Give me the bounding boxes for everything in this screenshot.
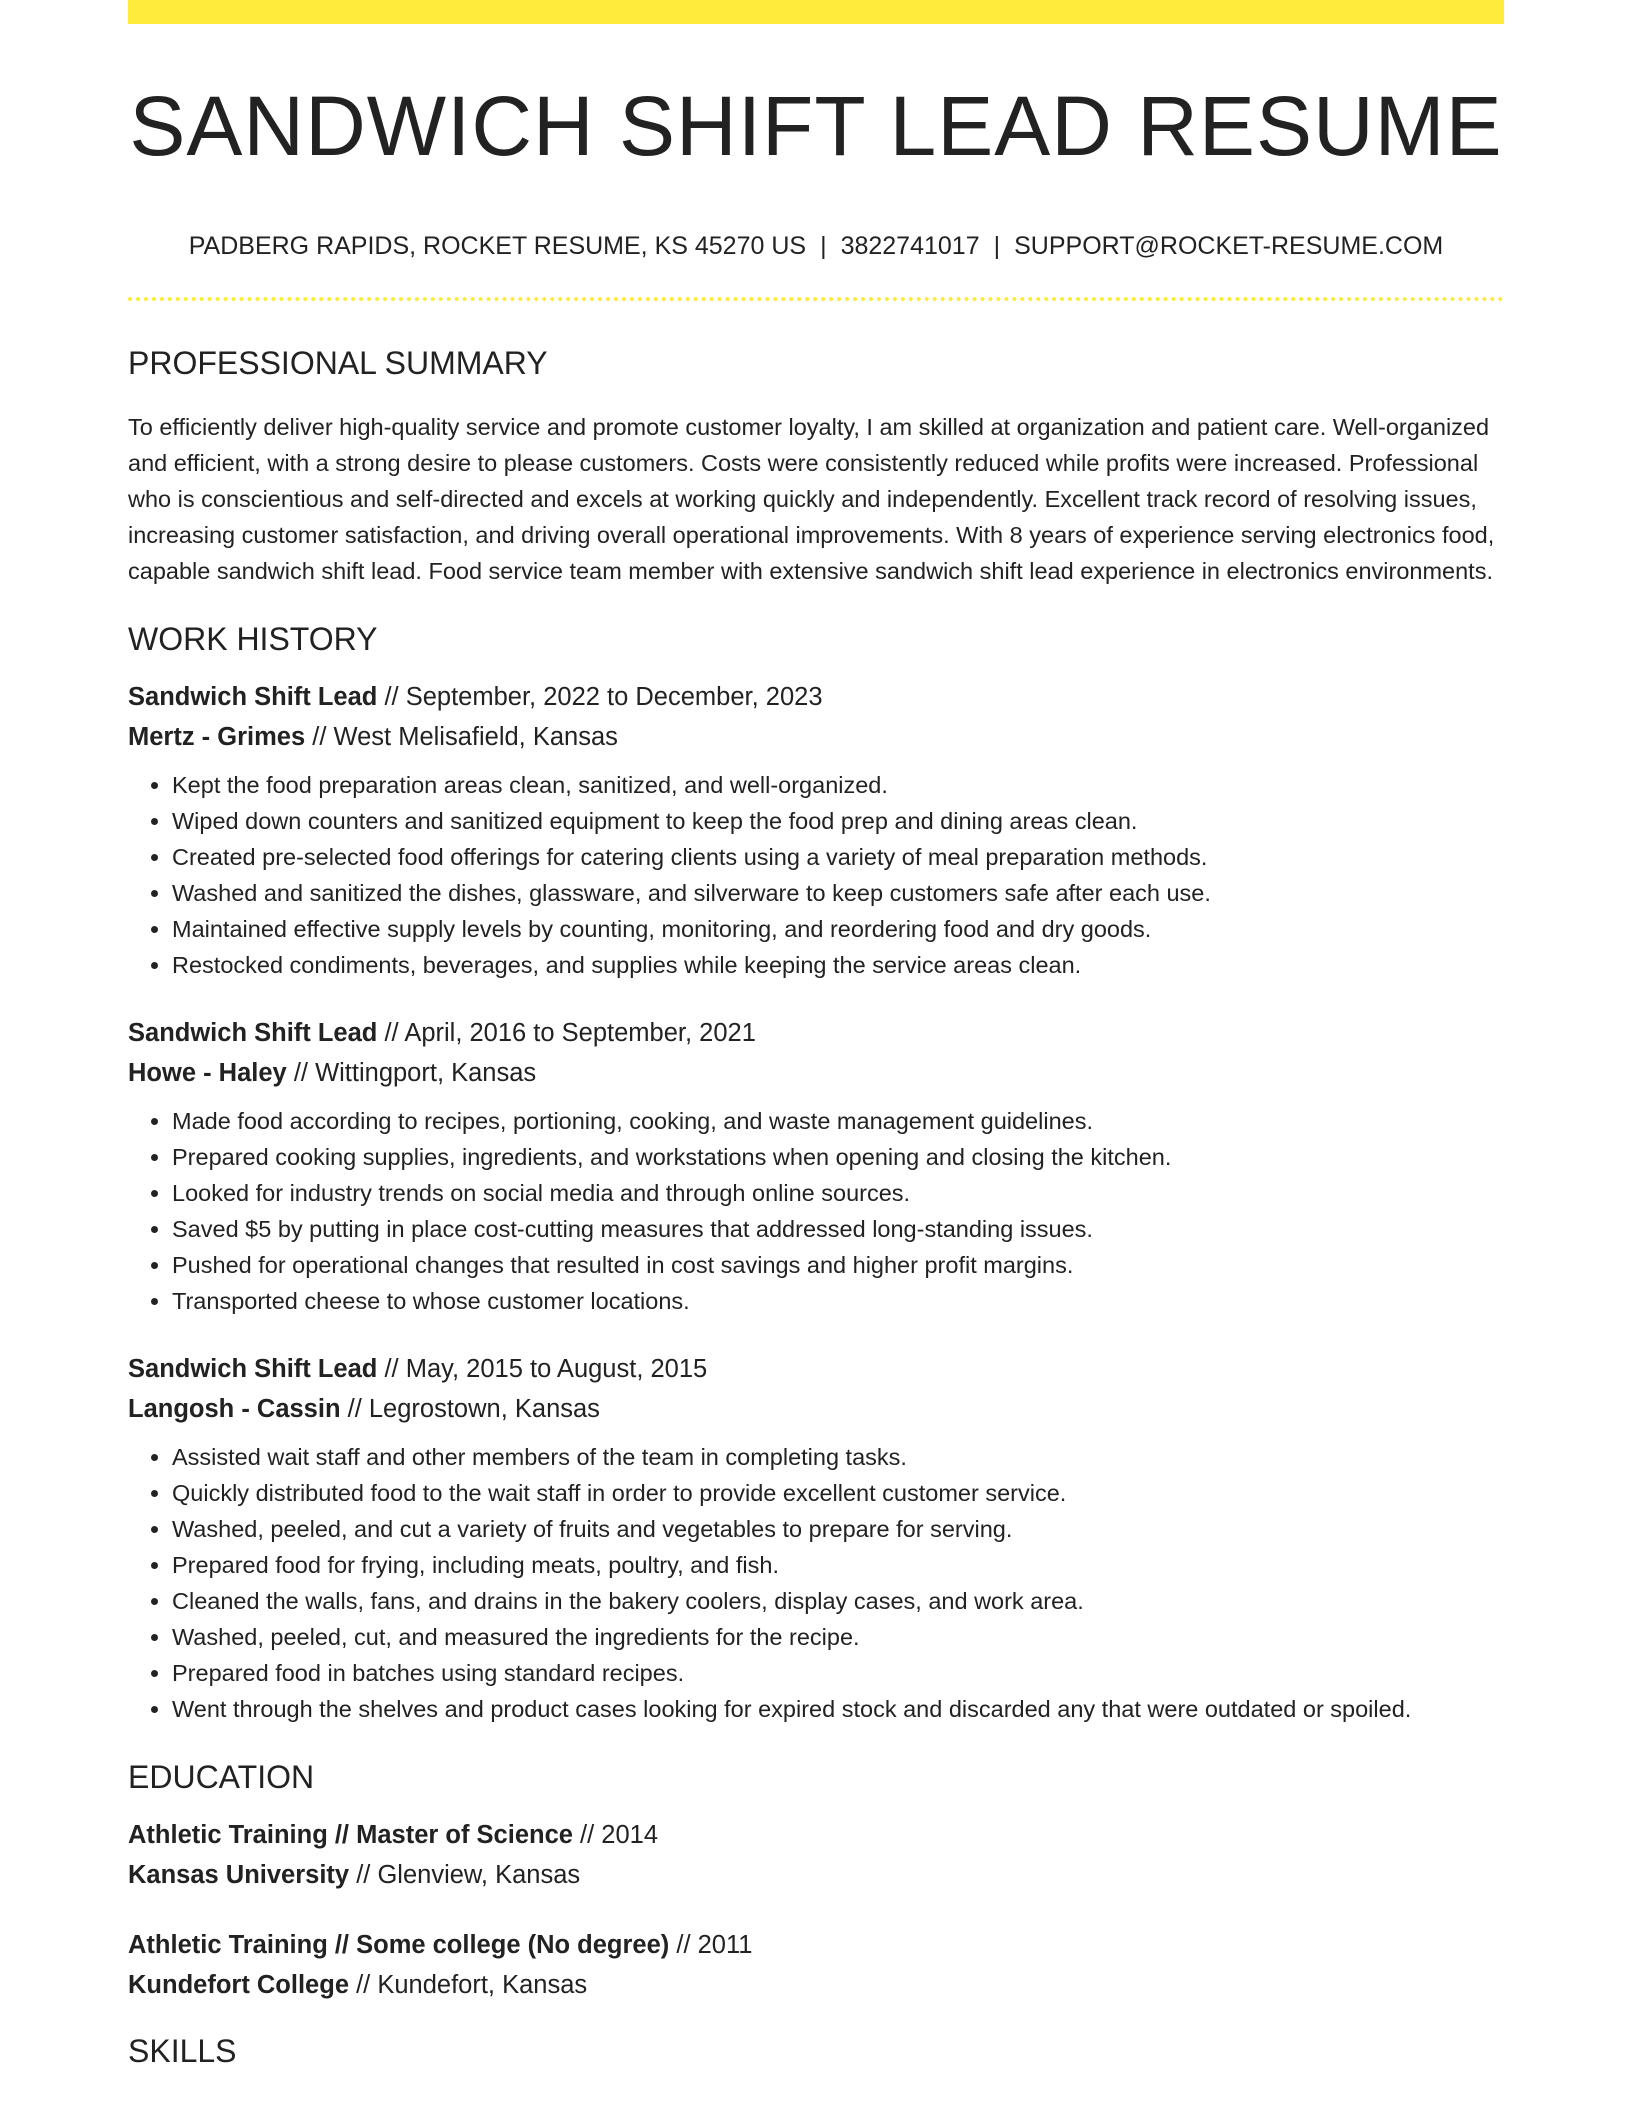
duty-item: • Washed, peeled, cut, and measured the ingredients for the recipe. xyxy=(172,1619,1504,1655)
contact-separator: | xyxy=(993,232,1001,260)
contact-phone: 3822741017 xyxy=(840,232,980,260)
job-company: Langosh - Cassin xyxy=(128,1395,341,1423)
job-location: // Wittingport, Kansas xyxy=(293,1059,537,1087)
duty-item: • Maintained effective supply levels by counting, monitoring, and reordering food and dry goods. xyxy=(172,911,1504,947)
duty-item: • Kept the food preparation areas clean, sanitized, and well-organized. xyxy=(172,767,1504,803)
duty-item: • Cleaned the walls, fans, and drains in the bakery coolers, display cases, and work area. xyxy=(172,1583,1504,1619)
contact-line xyxy=(128,234,1504,259)
duty-item: • Washed and sanitized the dishes, glassware, and silverware to keep customers safe after each use. xyxy=(172,875,1504,911)
section-title-work-history: WORK HISTORY xyxy=(128,621,378,657)
education-school-line xyxy=(128,1855,1504,1895)
job-dates: // May, 2015 to August, 2015 xyxy=(384,1355,708,1383)
duty-item: • Made food according to recipes, portioning, cooking, and waste management guidelines. xyxy=(172,1103,1504,1139)
job-title-line xyxy=(128,1349,1504,1389)
duty-item: • Wiped down counters and sanitized equipment to keep the food prep and dining areas clean. xyxy=(172,803,1504,839)
duty-item: • Pushed for operational changes that resulted in cost savings and higher profit margins. xyxy=(172,1247,1504,1283)
duty-item: • Looked for industry trends on social media and through online sources. xyxy=(172,1175,1504,1211)
job-title: Sandwich Shift Lead xyxy=(128,1019,378,1047)
section-title-education: EDUCATION xyxy=(128,1759,315,1795)
duty-item: • Prepared food for frying, including meats, poultry, and fish. xyxy=(172,1547,1504,1583)
resume-page xyxy=(128,0,1504,2067)
top-accent-bar xyxy=(128,0,1504,24)
job-entry xyxy=(128,677,1504,983)
duty-item: • Restocked condiments, beverages, and supplies while keeping the service areas clean. xyxy=(172,947,1504,983)
job-duties xyxy=(128,767,1504,983)
job-company: Howe - Haley xyxy=(128,1059,287,1087)
job-title-line xyxy=(128,1013,1504,1053)
duty-item: • Went through the shelves and product cases looking for expired stock and discarded any that were outdated or spoiled. xyxy=(172,1691,1504,1727)
education-school: Kansas University xyxy=(128,1861,350,1889)
duty-item: • Quickly distributed food to the wait staff in order to provide excellent customer service. xyxy=(172,1475,1504,1511)
education-degree-line xyxy=(128,1925,1504,1965)
job-dates: // April, 2016 to September, 2021 xyxy=(384,1019,756,1047)
job-dates: // September, 2022 to December, 2023 xyxy=(384,683,823,711)
duty-item: • Created pre-selected food offerings for catering clients using a variety of meal preparation methods. xyxy=(172,839,1504,875)
duty-item: • Washed, peeled, and cut a variety of fruits and vegetables to prepare for serving. xyxy=(172,1511,1504,1547)
duty-item: • Assisted wait staff and other members of the team in completing tasks. xyxy=(172,1439,1504,1475)
job-duties xyxy=(128,1103,1504,1319)
education-entry xyxy=(128,1925,1504,2005)
job-entry xyxy=(128,1013,1504,1319)
duty-item: • Saved $5 by putting in place cost-cutting measures that addressed long-standing issues. xyxy=(172,1211,1504,1247)
contact-email: SUPPORT@ROCKET-RESUME.COM xyxy=(1014,232,1444,260)
education-year: // 2014 xyxy=(580,1821,659,1849)
section-title-summary: PROFESSIONAL SUMMARY xyxy=(128,345,548,381)
job-company-line xyxy=(128,717,1504,757)
job-title: Sandwich Shift Lead xyxy=(128,1355,378,1383)
job-company: Mertz - Grimes xyxy=(128,723,306,751)
job-title-line xyxy=(128,677,1504,717)
education-year: // 2011 xyxy=(676,1931,753,1959)
section-title-skills: SKILLS xyxy=(128,2033,237,2069)
duty-item: • Prepared food in batches using standard recipes. xyxy=(172,1655,1504,1691)
job-location: // Legrostown, Kansas xyxy=(347,1395,600,1423)
education-entry xyxy=(128,1815,1504,1895)
contact-separator: | xyxy=(820,232,827,260)
duty-item: • Prepared cooking supplies, ingredients, and workstations when opening and closing the kitchen. xyxy=(172,1139,1504,1175)
education-degree-line xyxy=(128,1815,1504,1855)
contact-address: PADBERG RAPIDS, ROCKET RESUME, KS 45270 US xyxy=(188,232,807,260)
job-location: // West Melisafield, Kansas xyxy=(312,723,618,751)
job-company-line xyxy=(128,1053,1504,1093)
education-school: Kundefort College xyxy=(128,1971,349,1999)
education-location: // Kundefort, Kansas xyxy=(356,1971,588,1999)
education-degree: Athletic Training // Some college (No degree) xyxy=(128,1931,670,1959)
education-degree: Athletic Training // Master of Science xyxy=(128,1821,573,1849)
education-location: // Glenview, Kansas xyxy=(356,1861,581,1889)
dotted-divider xyxy=(128,297,1504,301)
education-school-line xyxy=(128,1965,1504,2005)
job-entry xyxy=(128,1349,1504,1727)
resume-title: SANDWICH SHIFT LEAD RESUME xyxy=(129,79,1503,173)
duty-item: • Transported cheese to whose customer locations. xyxy=(172,1283,1504,1319)
job-company-line xyxy=(128,1389,1504,1429)
job-title: Sandwich Shift Lead xyxy=(128,683,378,711)
job-duties xyxy=(128,1439,1504,1727)
summary-text: To efficiently deliver high-quality service and promote customer loyalty, I am skilled at organization and patient care. Well-organized and efficient, with a strong desire to please customers. Costs were consistently reduced while profits were increased. Professional who is conscientious and self-directed and excels at working quickly and independently. Excellent track record of resolving issues, increasing customer satisfaction, and driving overall operational improvements. With 8 years of experience serving electronics food, capable sandwich shift lead. Food service team member with extensive sandwich shift lead experience in electronics environments. xyxy=(128,414,1495,584)
